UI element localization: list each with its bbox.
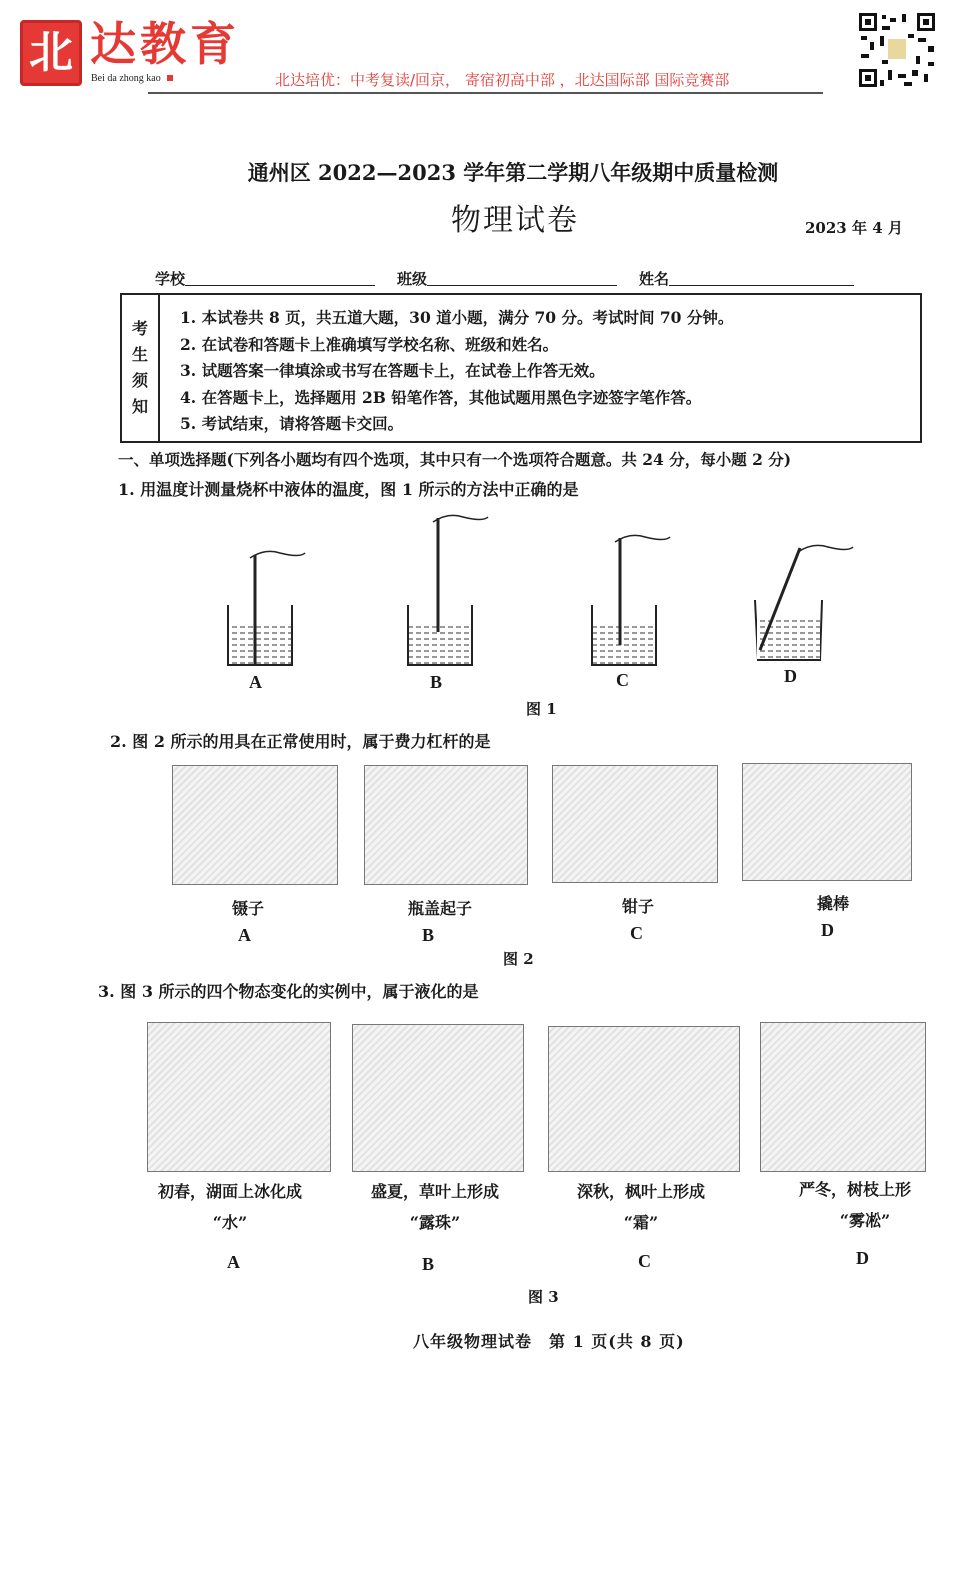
logo-subtitle	[91, 73, 173, 85]
header-divider	[148, 92, 823, 94]
option-caption: “霜”	[623, 1213, 659, 1232]
option-label: D	[821, 920, 834, 940]
option-caption: “露珠”	[409, 1213, 461, 1232]
dew-image	[352, 1024, 524, 1172]
option-label: B	[422, 1254, 435, 1274]
header-slogan: 北达培优：中考复读/回京， 寄宿初高中部 ，北达国际部 国际竞赛部	[275, 71, 730, 89]
notice-label-char: 考	[131, 319, 148, 338]
option-label: A	[238, 925, 251, 945]
exam-notice-box	[120, 293, 922, 443]
question-1: 1. 用温度计测量烧杯中液体的温度，图 1 所示的方法中正确的是	[118, 480, 579, 499]
school-label: 学校	[155, 270, 186, 288]
figure-caption: 图 3	[528, 1288, 559, 1306]
option-name: 撬棒	[816, 894, 849, 913]
beaker-a	[228, 551, 305, 665]
class-label: 班级	[397, 270, 428, 288]
tweezers-image	[172, 765, 338, 885]
school-field[interactable]	[185, 270, 375, 286]
figure-caption: 图 2	[503, 950, 534, 968]
page-footer: 八年级物理试卷 第 1 页(共 8 页)	[413, 1332, 685, 1351]
figure-caption: 图 1	[526, 700, 557, 718]
option-caption: 深秋，枫叶上形成	[576, 1182, 705, 1201]
student-info-fields	[155, 270, 854, 288]
exam-subtitle: 物理试卷	[451, 203, 579, 238]
section-heading: 一、单项选择题(下列各小题均有四个选项，其中只有一个选项符合题意。共 24 分，每小题 2 分)	[118, 450, 792, 469]
exam-date: 2023 年 4 月	[805, 219, 903, 237]
pliers-image	[552, 765, 718, 883]
frost-image	[548, 1026, 740, 1172]
notice-list	[160, 295, 733, 441]
name-field[interactable]	[669, 270, 854, 286]
option-label: B	[430, 672, 443, 692]
notice-item: 2. 在试卷和答题卡上准确填写学校名称、班级和姓名。	[180, 334, 559, 354]
option-caption: 严冬，树枝上形	[798, 1180, 911, 1199]
rime-image	[760, 1022, 926, 1172]
notice-item: 1. 本试卷共 8 页，共五道大题，30 道小题，满分 70 分。考试时间 70 分钟。	[180, 308, 734, 327]
option-caption: 盛夏，草叶上形成	[370, 1182, 499, 1201]
option-label: D	[856, 1248, 869, 1268]
option-caption: 初春，湖面上冰化成	[157, 1182, 302, 1201]
option-name: 钳子	[621, 897, 654, 916]
option-name: 瓶盖起子	[407, 899, 472, 918]
option-label: D	[784, 666, 797, 686]
melting-ice-image	[147, 1022, 331, 1172]
option-label: C	[630, 923, 643, 943]
notice-item: 4. 在答题卡上，选择题用 2B 铅笔作答，其他试题用黑色字迹签字笔作答。	[180, 387, 702, 407]
qr-code-icon	[858, 12, 936, 88]
notice-item: 5. 考试结束，请将答题卡交回。	[180, 414, 404, 433]
figure-1-thermometers	[200, 510, 880, 670]
option-label: C	[616, 670, 629, 690]
crowbar-image	[742, 763, 912, 881]
notice-label	[122, 295, 160, 441]
bottle-opener-image	[364, 765, 528, 885]
class-field[interactable]	[427, 270, 617, 286]
logo-subtitle-text: Bei da zhong kao	[91, 73, 161, 84]
option-label: A	[227, 1252, 240, 1272]
name-label: 姓名	[639, 270, 670, 288]
logo-text: 达教育	[90, 17, 240, 71]
exam-title: 通州区 2022—2023 学年第二学期八年级期中质量检测	[247, 160, 779, 185]
question-3: 3. 图 3 所示的四个物态变化的实例中，属于液化的是	[98, 982, 479, 1001]
option-name: 镊子	[231, 899, 264, 918]
option-label: C	[638, 1251, 651, 1271]
beaker-c	[592, 535, 670, 665]
option-caption: “水”	[212, 1213, 248, 1232]
option-caption: “雾凇”	[839, 1211, 891, 1230]
option-label: A	[249, 672, 262, 692]
notice-item: 3. 试题答案一律填涂或书写在答题卡上，在试卷上作答无效。	[180, 361, 605, 380]
option-label: B	[422, 925, 435, 945]
logo-mark: 北	[20, 20, 82, 86]
beaker-b	[408, 515, 488, 665]
notice-label-char: 知	[131, 397, 148, 416]
beaker-d	[755, 545, 853, 660]
notice-label-char: 生	[131, 345, 148, 364]
question-2: 2. 图 2 所示的用具在正常使用时，属于费力杠杆的是	[110, 732, 491, 751]
notice-label-char: 须	[131, 371, 148, 390]
